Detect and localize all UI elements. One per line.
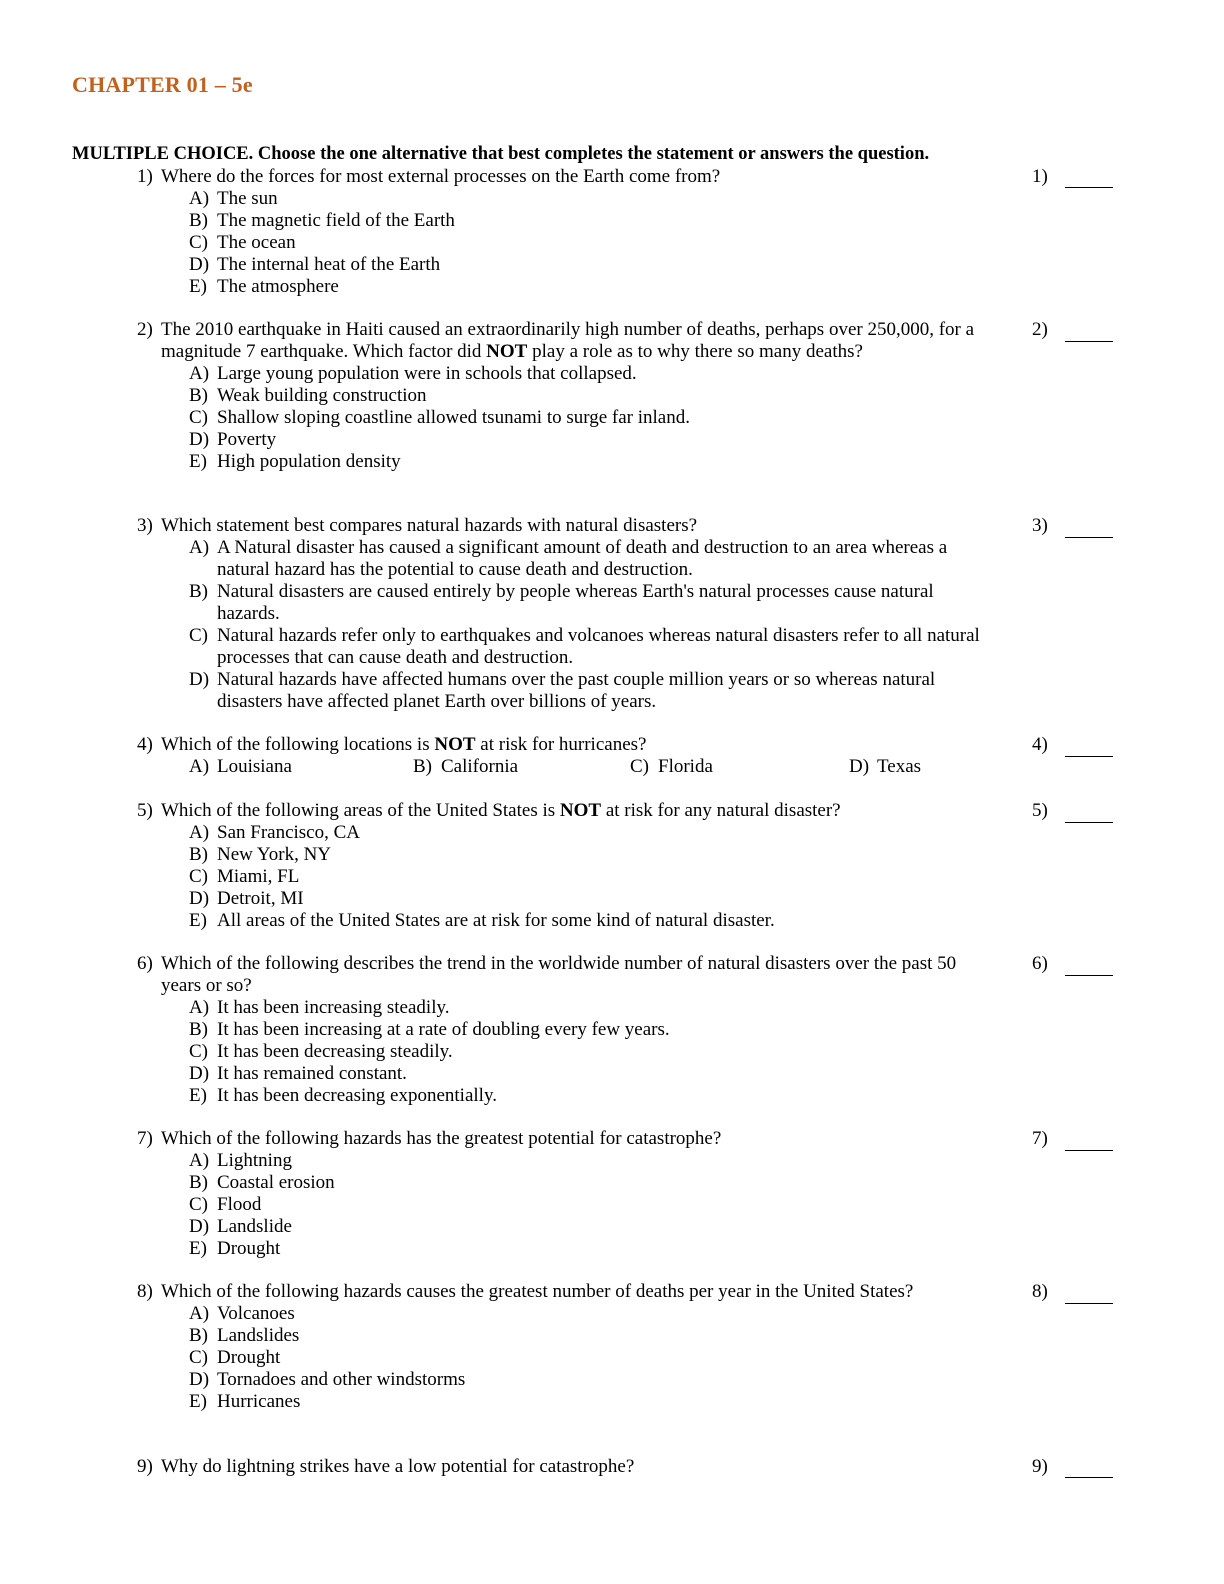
answer-number-7: 7) bbox=[1032, 1128, 1048, 1149]
question-text: Which of the following locations is NOT at risk for hurricanes? bbox=[161, 734, 647, 755]
option-a: A) San Francisco, CA bbox=[189, 822, 361, 843]
answer-number-5: 5) bbox=[1032, 800, 1048, 821]
option-b: B) New York, NY bbox=[189, 844, 332, 865]
question-9 bbox=[137, 1456, 997, 1478]
option-c: C) Miami, FL bbox=[189, 866, 300, 887]
question-text: Why do lightning strikes have a low potential for catastrophe? bbox=[161, 1456, 635, 1477]
question-text: The 2010 earthquake in Haiti caused an extraordinarily high number of deaths, perhaps over 250,000, for a magnitude 7 earthquake. Which factor did NOT play a role as to why there so many deaths? bbox=[161, 319, 975, 362]
question-8 bbox=[137, 1281, 997, 1413]
option-d: D) Texas bbox=[849, 756, 922, 777]
option-a: A) A Natural disaster has caused a significant amount of death and destruction to an area whereas a natural hazard has the potential to cause death and destruction. bbox=[189, 537, 948, 580]
question-number: 8) bbox=[137, 1281, 153, 1302]
option-d: D) Detroit, MI bbox=[189, 888, 304, 909]
question-number: 1) bbox=[137, 166, 153, 187]
question-number: 4) bbox=[137, 734, 153, 755]
answer-blank-9[interactable] bbox=[1065, 1477, 1113, 1478]
question-number: 6) bbox=[137, 953, 153, 974]
answer-blank-4[interactable] bbox=[1065, 756, 1113, 757]
answer-number-4: 4) bbox=[1032, 734, 1048, 755]
option-d: D) Landslide bbox=[189, 1216, 292, 1237]
question-text: Where do the forces for most external processes on the Earth come from? bbox=[161, 166, 721, 187]
question-number: 2) bbox=[137, 319, 153, 340]
option-a: A) Louisiana bbox=[189, 756, 292, 777]
option-c: C) The ocean bbox=[189, 232, 296, 253]
option-e: E) It has been decreasing exponentially. bbox=[189, 1085, 497, 1106]
answer-blank-6[interactable] bbox=[1065, 975, 1113, 976]
option-b: B) Landslides bbox=[189, 1325, 300, 1346]
question-number: 3) bbox=[137, 515, 153, 536]
option-d: D) The internal heat of the Earth bbox=[189, 254, 441, 275]
answer-number-3: 3) bbox=[1032, 515, 1048, 536]
option-c: C) Florida bbox=[630, 756, 713, 777]
question-number: 9) bbox=[137, 1456, 153, 1477]
option-e: E) High population density bbox=[189, 451, 401, 472]
answer-blank-1[interactable] bbox=[1065, 187, 1113, 188]
answer-blank-2[interactable] bbox=[1065, 341, 1113, 342]
question-1 bbox=[137, 166, 997, 298]
option-b: B) California bbox=[413, 756, 519, 777]
question-text: Which of the following hazards has the greatest potential for catastrophe? bbox=[161, 1128, 722, 1149]
answer-number-9: 9) bbox=[1032, 1456, 1048, 1477]
answer-number-6: 6) bbox=[1032, 953, 1048, 974]
option-b: B) Coastal erosion bbox=[189, 1172, 335, 1193]
question-2 bbox=[137, 319, 997, 473]
option-a: A) Volcanoes bbox=[189, 1303, 295, 1324]
option-a: A) Lightning bbox=[189, 1150, 292, 1171]
option-e: E) The atmosphere bbox=[189, 276, 339, 297]
question-5 bbox=[137, 800, 997, 932]
option-e: E) All areas of the United States are at risk for some kind of natural disaster. bbox=[189, 910, 775, 931]
option-a: A) Large young population were in schools that collapsed. bbox=[189, 363, 637, 384]
option-c: C) Flood bbox=[189, 1194, 262, 1215]
option-b: B) Natural disasters are caused entirely by people whereas Earth's natural processes cause natural hazards. bbox=[189, 581, 934, 624]
option-d: D) It has remained constant. bbox=[189, 1063, 407, 1084]
answer-blank-8[interactable] bbox=[1065, 1303, 1113, 1304]
option-e: E) Drought bbox=[189, 1238, 281, 1259]
question-number: 5) bbox=[137, 800, 153, 821]
answer-blank-3[interactable] bbox=[1065, 537, 1113, 538]
answer-blank-7[interactable] bbox=[1065, 1150, 1113, 1151]
question-3 bbox=[137, 515, 997, 713]
option-d: D) Poverty bbox=[189, 429, 277, 450]
option-a: A) It has been increasing steadily. bbox=[189, 997, 450, 1018]
question-number: 7) bbox=[137, 1128, 153, 1149]
question-4 bbox=[137, 734, 997, 778]
answer-blank-5[interactable] bbox=[1065, 822, 1113, 823]
option-e: E) Hurricanes bbox=[189, 1391, 301, 1412]
question-text: Which of the following areas of the United States is NOT at risk for any natural disaster? bbox=[161, 800, 841, 821]
option-c: C) Shallow sloping coastline allowed tsunami to surge far inland. bbox=[189, 407, 690, 428]
chapter-title: CHAPTER 01 – 5e bbox=[72, 72, 253, 97]
question-7 bbox=[137, 1128, 997, 1260]
option-c: C) Natural hazards refer only to earthquakes and volcanoes whereas natural disasters refer to all natural processes that can cause death and destruction. bbox=[189, 625, 980, 668]
option-d: D) Tornadoes and other windstorms bbox=[189, 1369, 466, 1390]
option-c: C) It has been decreasing steadily. bbox=[189, 1041, 453, 1062]
question-text: Which of the following describes the trend in the worldwide number of natural disasters over the past 50 years or so? bbox=[161, 953, 957, 996]
option-c: C) Drought bbox=[189, 1347, 281, 1368]
section-heading: MULTIPLE CHOICE. Choose the one alternative that best completes the statement or answers the question. bbox=[72, 144, 930, 164]
question-text: Which statement best compares natural hazards with natural disasters? bbox=[161, 515, 698, 536]
answer-number-1: 1) bbox=[1032, 166, 1048, 187]
option-b: B) Weak building construction bbox=[189, 385, 427, 406]
option-d: D) Natural hazards have affected humans over the past couple million years or so whereas natural disasters have affected planet Earth over billions of years. bbox=[189, 669, 936, 712]
question-6 bbox=[137, 953, 997, 1107]
option-b: B) It has been increasing at a rate of doubling every few years. bbox=[189, 1019, 670, 1040]
question-text: Which of the following hazards causes the greatest number of deaths per year in the United States? bbox=[161, 1281, 914, 1302]
option-b: B) The magnetic field of the Earth bbox=[189, 210, 455, 231]
option-a: A) The sun bbox=[189, 188, 278, 209]
answer-number-2: 2) bbox=[1032, 319, 1048, 340]
answer-number-8: 8) bbox=[1032, 1281, 1048, 1302]
